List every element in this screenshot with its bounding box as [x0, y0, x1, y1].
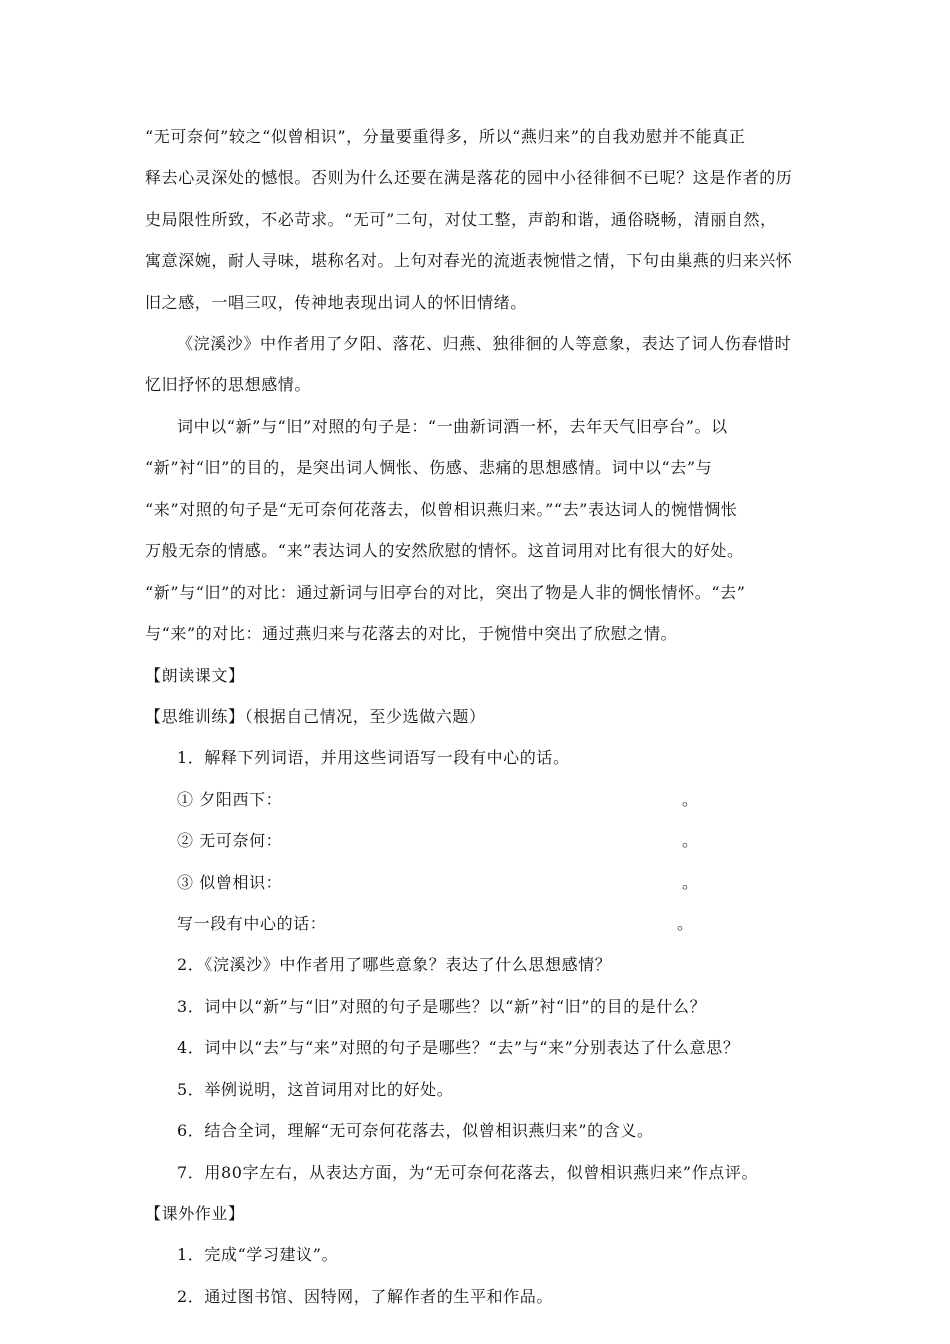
question-1: 1．解释下列词语，并用这些词语写一段有中心的话。	[177, 748, 570, 767]
section-homework-heading: 【课外作业】	[145, 1204, 245, 1223]
term-label-4: 写一段有中心的话：	[177, 914, 327, 933]
term-label-1: ① 夕阳西下：	[177, 790, 283, 809]
question-3: 3．词中以“新”与“旧”对照的句子是哪些？以“新”衬“旧”的目的是什么？	[177, 997, 707, 1016]
term-end-1: 。	[682, 790, 699, 809]
para1-line-1: “无可奈何”较之“似曾相识”，分量要重得多，所以“燕归来”的自我劝慰并不能真正	[145, 127, 746, 146]
question-2: 2．《浣溪沙》中作者用了哪些意象？表达了什么思想感情？	[177, 955, 612, 974]
para2-line-1: 《浣溪沙》中作者用了夕阳、落花、归燕、独徘徊的人等意象，表达了词人伤春惜时	[177, 334, 792, 353]
term-end-3: 。	[682, 873, 699, 892]
para2-line-2: 忆旧抒怀的思想感情。	[145, 375, 312, 394]
para1-line-3: 史局限性所致，不必苛求。“无可”二句，对仗工整，声韵和谐，通俗晓畅，清丽自然，	[145, 210, 777, 229]
para3-line-3: “来”对照的句子是“无可奈何花落去，似曾相识燕归来。”“去”表达词人的惋惜惆怅	[145, 500, 738, 519]
question-4: 4．词中以“去”与“来”对照的句子是哪些？“去”与“来”分别表达了什么意思？	[177, 1038, 740, 1057]
homework-2: 2．通过图书馆、因特网，了解作者的生平和作品。	[177, 1287, 553, 1306]
question-7: 7．用80字左右，从表达方面，为“无可奈何花落去，似曾相识燕归来”作点评。	[177, 1163, 759, 1182]
term-end-2: 。	[682, 831, 699, 850]
term-end-4: 。	[677, 914, 694, 933]
para3-line-4: 万般无奈的情感。“来”表达词人的安然欣慰的情怀。这首词用对比有很大的好处。	[145, 541, 744, 560]
section-think-heading: 【思维训练】（根据自己情况，至少选做六题）	[145, 707, 486, 726]
para3-line-6: 与“来”的对比：通过燕归来与花落去的对比，于惋惜中突出了欣慰之情。	[145, 624, 678, 643]
para3-line-5: “新”与“旧”的对比：通过新词与旧亭台的对比，突出了物是人非的惆怅情怀。“去”	[145, 583, 746, 602]
question-5: 5．举例说明，这首词用对比的好处。	[177, 1080, 454, 1099]
homework-1: 1．完成“学习建议”。	[177, 1245, 339, 1264]
para3-line-2: “新”衬“旧”的目的，是突出词人惆怅、伤感、悲痛的思想感情。词中以“去”与	[145, 458, 713, 477]
section-read-heading: 【朗读课文】	[145, 666, 245, 685]
para1-line-5: 旧之感，一唱三叹，传神地表现出词人的怀旧情绪。	[145, 293, 527, 312]
para3-line-1: 词中以“新”与“旧”对照的句子是：“一曲新词酒一杯，去年天气旧亭台”。以	[177, 417, 728, 436]
para1-line-2: 释去心灵深处的憾恨。否则为什么还要在满是落花的园中小径徘徊不已呢？这是作者的历	[145, 168, 793, 187]
para1-line-4: 寓意深婉，耐人寻味，堪称名对。上句对春光的流逝表惋惜之情，下句由巢燕的归来兴怀	[145, 251, 793, 270]
term-label-3: ③ 似曾相识：	[177, 873, 283, 892]
term-label-2: ② 无可奈何：	[177, 831, 283, 850]
question-6: 6．结合全词，理解“无可奈何花落去，似曾相识燕归来”的含义。	[177, 1121, 654, 1140]
